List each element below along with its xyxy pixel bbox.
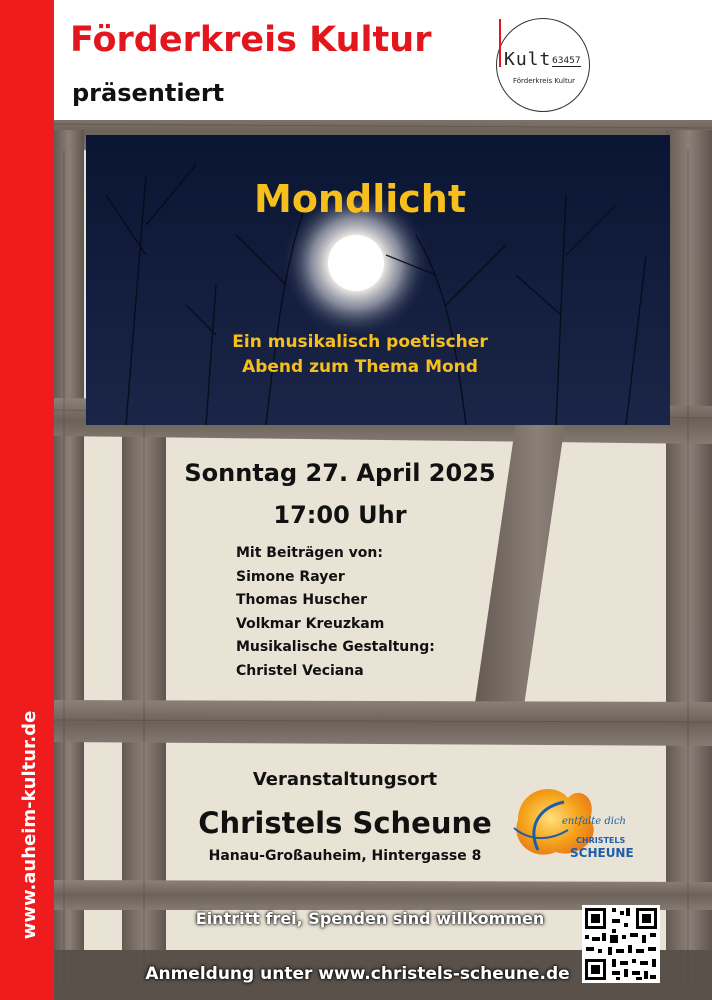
entry-info: Eintritt frei, Spenden sind willkommen <box>195 909 545 928</box>
contributor-name: Christel Veciana <box>236 662 364 679</box>
cs-logo-tagline: entfalte dich <box>562 816 626 827</box>
event-title: Mondlicht <box>254 177 466 221</box>
presents-subtitle: präsentiert <box>72 79 225 107</box>
kult-logo-subtitle: Förderkreis Kultur <box>512 77 576 85</box>
venue-address: Hanau-Großauheim, Hintergasse 8 <box>208 848 482 864</box>
qr-code[interactable] <box>582 905 660 983</box>
venue-name: Christels Scheune <box>198 806 492 840</box>
christels-scheune-logo <box>508 780 638 870</box>
contributor-name: Thomas Huscher <box>236 592 368 608</box>
contributor-name: Volkmar Kreuzkam <box>236 615 385 632</box>
event-subtitle <box>80 330 640 380</box>
organizer-title: Förderkreis Kultur <box>70 20 432 60</box>
event-time: 17:00 Uhr <box>273 501 407 529</box>
kult-logo-word: Kult <box>504 49 552 70</box>
contributors-heading: Mit Beiträgen von: <box>236 545 383 561</box>
kult-logo-red-stroke <box>499 19 501 67</box>
contributors-list <box>236 542 435 683</box>
venue-label: Veranstaltungsort <box>252 769 438 790</box>
signup-info[interactable]: Anmeldung unter www.christels-scheune.de <box>145 964 570 984</box>
kult-logo <box>496 18 590 112</box>
event-date: Sonntag 27. April 2025 <box>184 459 496 487</box>
music-heading: Musikalische Gestaltung: <box>236 639 435 655</box>
side-website-url[interactable]: www.auheim-kultur.de <box>19 710 40 940</box>
kult-logo-number: 63457 <box>552 56 581 66</box>
event-subtitle-line-1: Ein musikalisch poetischer <box>232 332 488 352</box>
contributor-name: Simone Rayer <box>236 568 345 585</box>
cs-logo-line-1: CHRISTELS <box>576 836 626 845</box>
event-subtitle-line-2: Abend zum Thema Mond <box>242 357 478 377</box>
cs-logo-line-2: SCHEUNE <box>570 846 634 860</box>
